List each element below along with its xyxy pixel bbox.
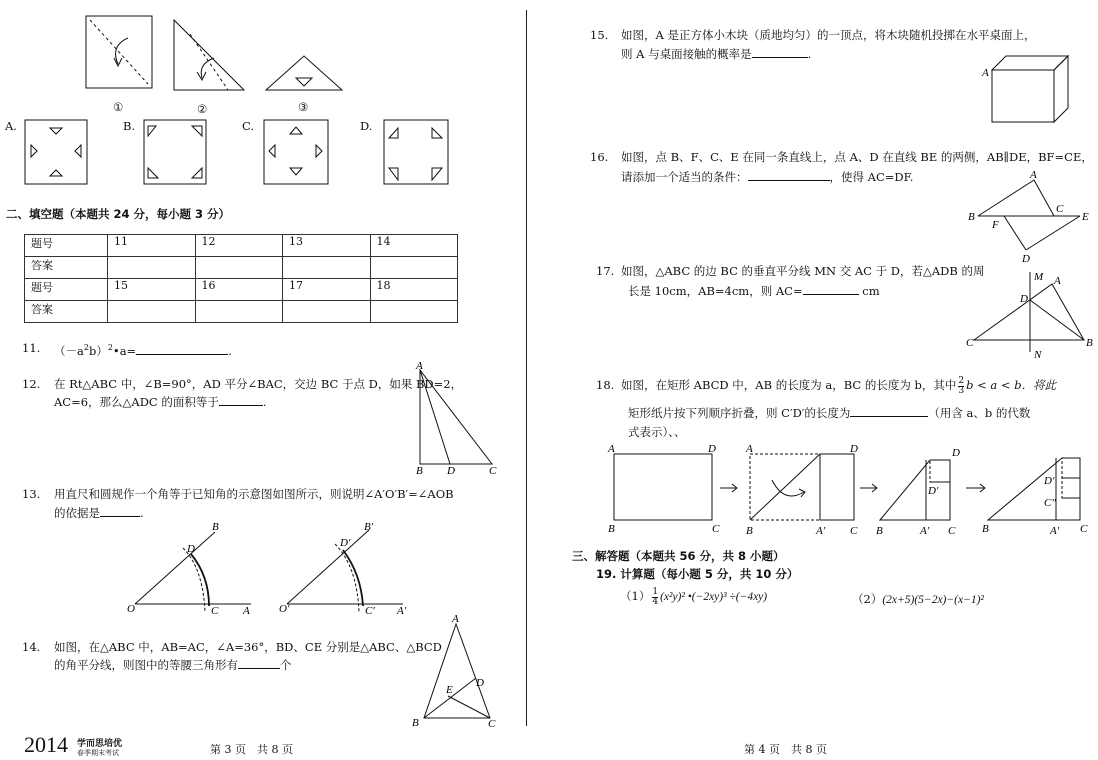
q17-label: D [1020, 293, 1028, 305]
q18-label: A [746, 443, 753, 455]
left-page-number: 第 3 页 共 8 页 [210, 743, 293, 756]
fold-step-2-label: ② [197, 102, 208, 116]
q18-label: C [948, 525, 956, 537]
q11-part: •a= [112, 343, 137, 358]
q14-line1: 如图，在△ABC 中，AB=AC，∠A=36°，BD、CE 分别是△ABC、△BCD [54, 640, 442, 654]
answer-cell[interactable] [283, 301, 371, 323]
q18-label: B [982, 523, 989, 535]
q18-line2 [628, 404, 1030, 422]
option-c-label: C. [242, 119, 255, 133]
q15-number: 15. [590, 28, 609, 42]
q19-frac-den: 4 [652, 596, 659, 607]
q16-label: D [1022, 253, 1030, 265]
q19-p1-expr: (x²y)² •(−2xy)³ ÷(−4xy) [660, 591, 768, 603]
q17-number: 17. [596, 264, 615, 278]
q17-label: N [1034, 349, 1042, 360]
q14-label: B [412, 717, 419, 729]
q18-number: 18. [596, 378, 615, 392]
q16-label: F [992, 219, 999, 231]
q13-answer-blank[interactable] [100, 504, 140, 517]
table-cell: 14 [370, 235, 458, 257]
q18-line3: 式表示）、、 [628, 425, 686, 439]
q11-part: b） [88, 343, 108, 358]
q16-label: A [1030, 169, 1037, 181]
q11-text: $(-a^2b)^2•a=$ . [54, 343, 232, 358]
q18-label: C [1080, 523, 1088, 535]
options-figures [20, 114, 460, 190]
table-cell: 答案 [25, 301, 108, 323]
q13-figures [125, 518, 425, 620]
q14-answer-blank[interactable] [238, 656, 280, 669]
q18-line1-end: b < a < b．将此 [966, 378, 1057, 392]
q17-label: B [1086, 337, 1093, 349]
q18-figure [604, 440, 1094, 540]
table-cell: 题号 [25, 235, 108, 257]
right-page-number: 第 4 页 共 8 页 [744, 743, 827, 756]
q19-p2-expr: (2x+5)(5−2x)−(x−1)² [882, 594, 984, 606]
q12-line2-text: AC=6，那么△ADC 的面积等于 [54, 395, 219, 409]
answer-cell[interactable] [195, 301, 283, 323]
q18-label: D′ [928, 485, 939, 497]
page-divider [526, 10, 527, 726]
q16-figure [964, 166, 1092, 266]
q12-label: C [489, 465, 497, 477]
q18-frac-den: 3 [958, 385, 965, 396]
table-cell: 答案 [25, 257, 108, 279]
q19-p1-label: （1） [620, 589, 651, 603]
q18-label: B [876, 525, 883, 537]
q18-label: C″ [1044, 497, 1056, 509]
q16-line2-text: 请添加一个适当的条件： [621, 170, 748, 184]
footer-brand-line2: 春季期末考试 [77, 749, 119, 757]
q13-fig2-label: C′ [365, 605, 375, 617]
table-cell: 18 [370, 279, 458, 301]
q14-label: C [488, 718, 496, 730]
q17-figure [962, 268, 1094, 360]
q18-label: C [712, 523, 720, 535]
table-row [25, 235, 458, 257]
q13-fig1-label: A [243, 605, 250, 617]
fold-step-3-label: ③ [298, 100, 309, 114]
q14-label: D [476, 677, 484, 689]
q18-line2-text: 矩形纸片按下列顺序折叠，则 C′D′的长度为 [628, 406, 851, 420]
q18-label: A [608, 443, 615, 455]
q12-line2: AC=6，那么△ADC 的面积等于 . [54, 395, 267, 409]
table-cell: 15 [108, 279, 196, 301]
q16-line2-end: ，使得 AC=DF. [829, 170, 914, 184]
footer-year: 2014 [24, 732, 68, 757]
q13-number: 13. [22, 487, 41, 501]
q18-label: B [746, 525, 753, 537]
table-cell: 12 [195, 235, 283, 257]
q15-line2-end: . [807, 47, 812, 61]
q13-fig2-label: B′ [364, 521, 374, 533]
q13-line2: 的依据是 . [54, 506, 144, 520]
q11-number: 11. [22, 341, 41, 355]
table-cell: 11 [108, 235, 196, 257]
q16-label: C [1056, 203, 1064, 215]
answer-cell[interactable] [370, 301, 458, 323]
answer-cell[interactable] [370, 257, 458, 279]
fold-step-1-label: ① [113, 100, 124, 114]
q19-part2 [852, 590, 984, 609]
table-row [25, 279, 458, 301]
q18-label: A′ [920, 525, 930, 537]
q11-answer-blank[interactable] [136, 342, 228, 355]
q12-answer-blank[interactable] [219, 393, 263, 406]
q13-fig1-label: O [127, 603, 135, 615]
q17-line2 [628, 282, 880, 300]
q17-answer-blank[interactable] [803, 282, 859, 295]
table-cell: 题号 [25, 279, 108, 301]
table-cell: 16 [195, 279, 283, 301]
option-b-label: B. [123, 119, 136, 133]
q12-label: B [416, 465, 423, 477]
q14-figure [408, 612, 504, 732]
q16-number: 16. [590, 150, 609, 164]
q17-label: M [1034, 271, 1044, 283]
q12-label: A [416, 360, 423, 372]
q19-part1 [620, 587, 767, 607]
q13-fig1-label: B [212, 521, 219, 533]
q17-label: A [1054, 275, 1061, 287]
q14-label: E [446, 684, 453, 696]
q12-line1: 在 Rt△ABC 中，∠B=90°，AD 平分∠BAC，交边 BC 于点 D，如果 BD=2， [54, 377, 463, 391]
q15-answer-blank[interactable] [752, 45, 808, 58]
q18-label: A′ [816, 525, 826, 537]
table-cell: 13 [283, 235, 371, 257]
section3-title: 三、解答题（本题共 56 分，共 8 小题） [572, 549, 785, 563]
q12-figure [410, 360, 502, 478]
q18-label: A′ [1050, 525, 1060, 537]
option-a-label: A. [5, 119, 17, 133]
q15-label: A [982, 67, 989, 79]
q15-line2-text: 则 A 与桌面接触的概率是 [621, 47, 752, 61]
q13-fig1-label: C [211, 605, 219, 617]
q17-line2-end: cm [858, 284, 880, 298]
table-cell: 17 [283, 279, 371, 301]
q14-label: A [452, 613, 459, 625]
q14-line2-text: 的角平分线，则图中的等腰三角形有 [54, 658, 238, 672]
q14-line2-end: 个 [280, 658, 292, 672]
q13-fig2-label: O′ [279, 603, 290, 615]
answer-cell[interactable] [283, 257, 371, 279]
q18-fraction [958, 377, 964, 396]
answer-cell[interactable] [108, 257, 196, 279]
q17-line2-text: 长是 10cm，AB=4cm，则 AC= [628, 284, 803, 298]
q18-line2-end: （用含 a、b 的代数 [928, 406, 1031, 420]
option-d-label: D. [360, 119, 373, 133]
q19-title: 19. 计算题（每小题 5 分，共 10 分） [596, 567, 799, 581]
q11-part: （－a [54, 343, 84, 358]
q14-number: 14. [22, 640, 41, 654]
q13-line1: 用直尺和圆规作一个角等于已知角的示意图如图所示，则说明∠A′O′B′=∠AOB [54, 487, 454, 501]
q17-label: C [966, 337, 974, 349]
answer-cell[interactable] [195, 257, 283, 279]
q13-fig2-label: A′ [397, 605, 407, 617]
q18-label: D [952, 447, 960, 459]
q19-p1-fraction [652, 588, 658, 607]
q18-label: B [608, 523, 615, 535]
q18-label: D′ [1044, 475, 1055, 487]
q12-label: D [447, 465, 455, 477]
q16-label: B [968, 211, 975, 223]
q15-line1: 如图，A 是正方体小木块（质地均匀）的一顶点，将木块随机投掷在水平桌面上， [621, 28, 1036, 42]
q18-label: C [850, 525, 858, 537]
q14-line2 [54, 656, 292, 674]
q13-fig1-label: D [187, 543, 195, 555]
q18-frac-num: 2 [958, 375, 965, 386]
footer-brand-line1: 学而思培优 [77, 739, 123, 749]
q17-line1: 如图，△ABC 的边 BC 的垂直平分线 MN 交 AC 于 D，若△ADB 的周 [621, 264, 985, 278]
q11-sup: 2 [107, 343, 113, 352]
q15-cube-figure [980, 50, 1074, 126]
table-row [25, 301, 458, 323]
q11-sup: 2 [83, 343, 89, 352]
q15-line2 [621, 45, 811, 63]
q19-p2-label: （2） [852, 592, 883, 606]
q13-fig2-label: D′ [340, 537, 351, 549]
q16-line1: 如图，点 B、F、C、E 在同一条直线上，点 A、D 在直线 BE 的两侧，AB∥DE，BF=CE， [621, 150, 1093, 164]
q16-answer-blank[interactable] [748, 168, 830, 181]
q16-line2 [621, 168, 913, 186]
section2-title: 二、填空题（本题共 24 分，每小题 3 分） [6, 207, 231, 221]
q18-label: D [708, 443, 716, 455]
table-row [25, 257, 458, 279]
q18-line1-text: 如图，在矩形 ABCD 中，AB 的长度为 a，BC 的长度为 b，其中 [621, 378, 957, 392]
answer-table [24, 234, 458, 323]
q13-line2-text: 的依据是 [54, 506, 100, 520]
q18-line1 [621, 376, 1056, 396]
q16-label: E [1082, 211, 1089, 223]
q19-frac-num: 1 [652, 586, 659, 597]
answer-cell[interactable] [108, 301, 196, 323]
q12-number: 12. [22, 377, 41, 391]
q18-label: D [850, 443, 858, 455]
q18-answer-blank[interactable] [850, 404, 928, 417]
